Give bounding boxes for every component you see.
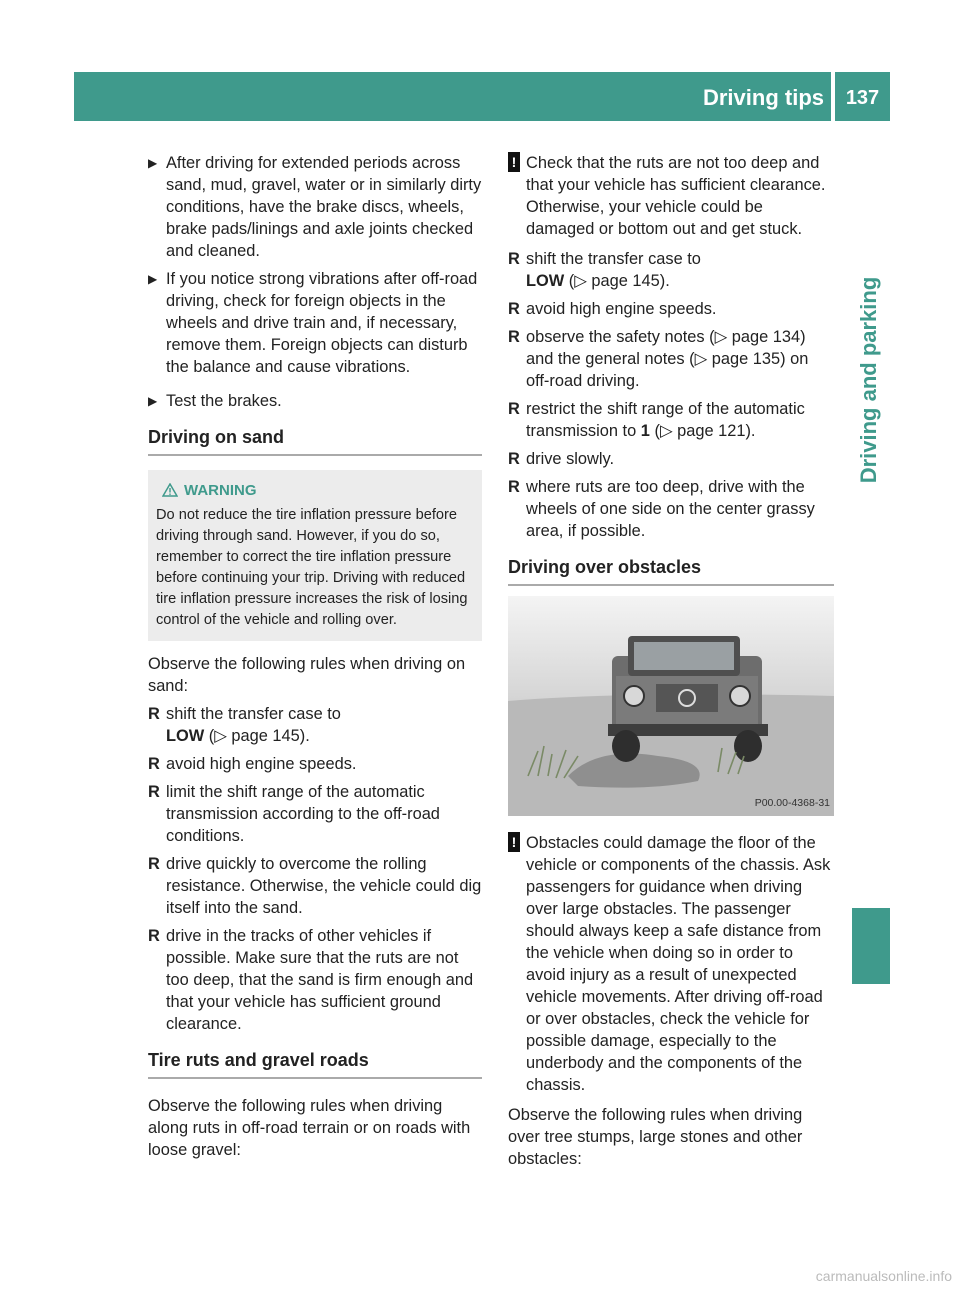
bullet-icon: R [508,450,520,468]
page-reference: (▷ page 145). [568,272,670,290]
step-item: ▶ If you notice strong vibrations after off-road driving, check for foreign objects in the wheels and drive train and, if necessary, remove them. Foreign objects can disturb the balance and cause vibrations. [148,270,478,376]
ruts-intro: Observe the following rules when driving along ruts in off-road terrain or on roads with loose gravel: [148,1097,471,1159]
step-arrow-icon: ▶ [148,156,158,170]
right-column [508,152,834,1176]
bullet-icon: R [148,755,160,773]
page-number: 137 [845,87,880,109]
page-reference: (▷ page 145). [208,727,310,745]
side-tab-marker [852,908,890,984]
list-item: R where ruts are too deep, drive with the wheels of one side on the center grassy area, if possible. [508,478,815,540]
left-column [148,152,482,1167]
warning-header [156,480,474,501]
page-reference: (▷ page 121). [654,422,756,440]
section-heading-obstacles: Driving over obstacles [508,556,834,586]
gear-label-1: 1 [640,422,650,440]
warning-text: Do not reduce the tire inflation pressure before driving through sand. However, if you do so, remember to correct the tire inflation pressure before continuing your trip. Driving with reduced tire inflation pressure increases the risk of losing control of the vehicle and rolling over. [156,507,468,628]
warning-label: WARNING [184,482,257,499]
list-item: R avoid high engine speeds. [148,755,357,773]
list-item: R drive slowly. [508,450,615,468]
exclamation-icon: ! [508,832,520,852]
note-box: ! Check that the ruts are not too deep and that your vehicle has sufficient clearance. Otherwise, your vehicle could be damaged or bottom out and get stuck. [508,152,834,240]
gear-label-low: LOW [526,272,565,290]
bullet-icon: R [508,250,520,268]
list-item: R drive quickly to overcome the rolling resistance. Otherwise, the vehicle could dig itself into the sand. [148,855,482,917]
list-item: R avoid high engine speeds. [508,300,717,318]
bullet-icon: R [508,328,520,346]
step-arrow-icon: ▶ [148,394,158,408]
bullet-icon: R [508,300,520,318]
vehicle-figure [508,596,834,816]
watermark: carmanualsonline.info [815,1268,952,1284]
suv-over-rocks-illustration [508,596,834,816]
step-item: ▶ Test the brakes. [148,392,282,410]
exclamation-icon: ! [508,152,520,172]
list-item: R limit the shift range of the automatic transmission according to the off-road conditions. [148,783,440,845]
bullet-icon: R [148,783,160,801]
list-item: R drive in the tracks of other vehicles if possible. Make sure that the ruts are not too deep, that the sand is firm enough and that your vehicle has sufficient ground clearance. [148,927,474,1033]
bullet-icon: R [148,855,160,873]
obstacles-intro: Observe the following rules when driving over tree stumps, large stones and other obstacles: [508,1106,803,1168]
side-tab-label: Driving and parking [856,276,881,484]
bullet-icon: R [148,705,160,723]
warning-triangle-icon [162,483,178,497]
bullet-icon: R [508,478,520,496]
bullet-icon: R [508,400,520,418]
note-box: ! Obstacles could damage the floor of the vehicle or components of the chassis. Ask passengers for guidance when driving over large obstacles. The passenger should always keep a safe distance from the vehicle when doing so in order to avoid injury as a result of unexpected vehicle movements. After driving off-road or over obstacles, check the vehicle for possible damage, especially to the underbody and the components of the chassis. [508,832,834,1096]
page-title: Driving tips [702,85,824,110]
list-item: R observe the safety notes (▷ page 134) and the general notes (▷ page 135) on off-road driving. [508,328,809,390]
warning-box [148,470,482,641]
section-heading-sand: Driving on sand [148,426,482,456]
list-item: R shift the transfer case to LOW (▷ page 145). [148,705,341,745]
step-arrow-icon: ▶ [148,272,158,286]
gear-label-low: LOW [166,727,205,745]
step-item: ▶ After driving for extended periods across sand, mud, gravel, water or in similarly dirty conditions, have the brake discs, wheels, brake pads/linings and axle joints checked and cleaned. [148,154,482,260]
sand-intro: Observe the following rules when driving on sand: [148,655,466,695]
list-item: R shift the transfer case to LOW (▷ page 145). [508,250,701,290]
list-item: R restrict the shift range of the automatic transmission to 1 (▷ page 121). [508,400,805,440]
section-heading-ruts: Tire ruts and gravel roads [148,1049,482,1079]
bullet-icon: R [148,927,160,945]
figure-code: P00.00-4368-31 [754,797,830,809]
